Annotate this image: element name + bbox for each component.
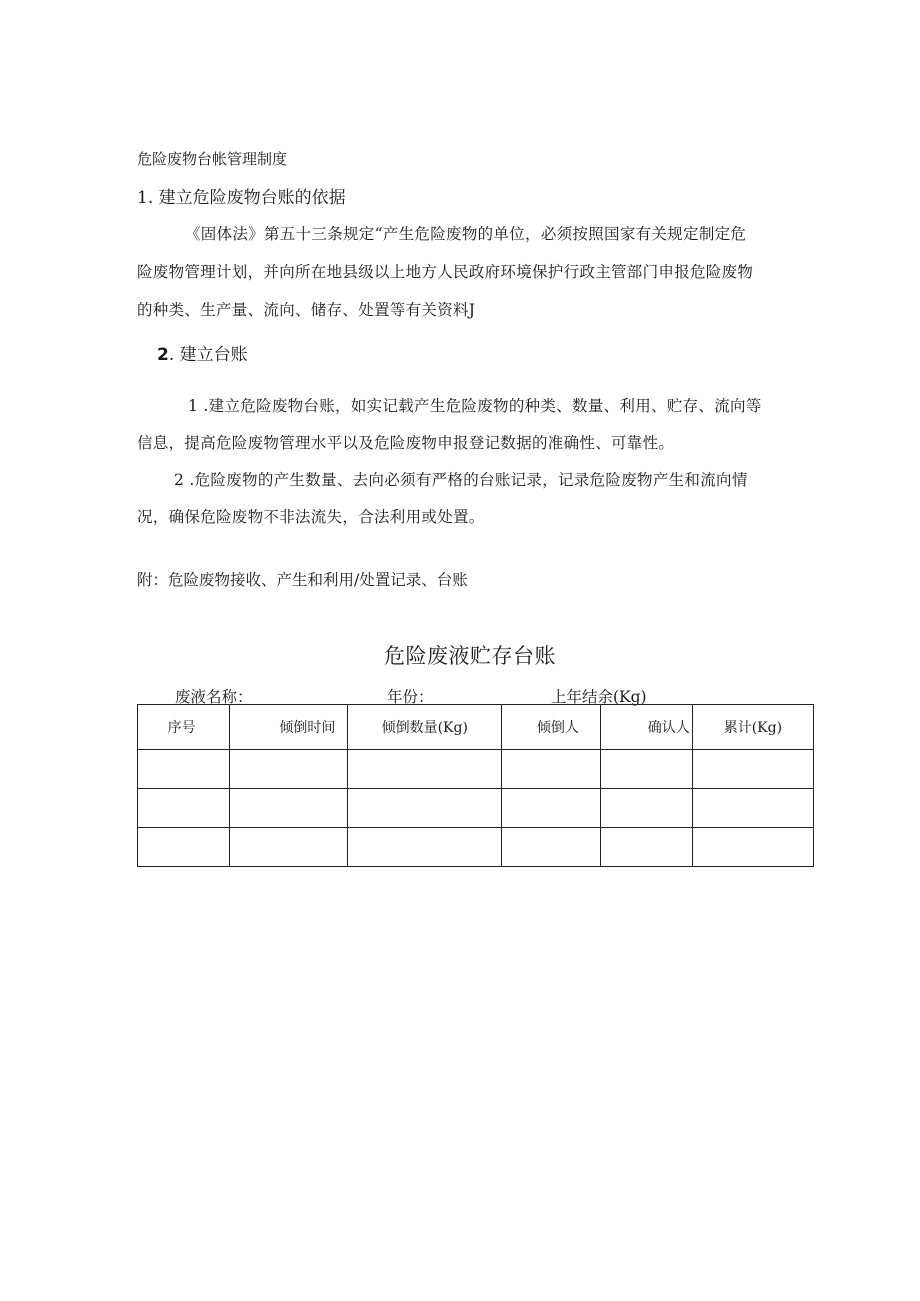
- section2-item1-line: 1 .建立危险废物台账，如实记载产生危险废物的种类、数量、利用、贮存、流向等: [188, 397, 762, 415]
- table-cell[interactable]: [502, 789, 600, 828]
- table-cell[interactable]: [692, 789, 813, 828]
- section1-line: 险废物管理计划，并向所在地县级以上地方人民政府环境保护行政主管部门申报危险废物: [137, 263, 754, 281]
- section2-item1-line: 信息，提高危险废物管理水平以及危险废物申报登记数据的准确性、可靠性。: [137, 434, 675, 452]
- section2-item2-line: 2 .危险废物的产生数量、去向必须有严格的台账记录，记录危险废物产生和流向情: [174, 471, 748, 489]
- column-header-dump-quantity: 倾倒数量(Kg): [348, 705, 502, 750]
- table-cell[interactable]: [600, 789, 692, 828]
- column-header-cumulative: 累计(Kg): [692, 705, 813, 750]
- table-cell[interactable]: [502, 828, 600, 867]
- table-cell[interactable]: [600, 750, 692, 789]
- ledger-table: [137, 704, 814, 867]
- ledger-header-row: [138, 705, 814, 750]
- ledger-title: 危险废液贮存台账: [384, 644, 556, 668]
- table-cell[interactable]: [230, 789, 348, 828]
- table-cell[interactable]: [138, 828, 230, 867]
- column-header-dumper: 倾倒人: [502, 705, 600, 750]
- table-cell[interactable]: [502, 750, 600, 789]
- table-cell[interactable]: [348, 789, 502, 828]
- table-cell[interactable]: [692, 750, 813, 789]
- section2-heading-text: . 建立台账: [168, 345, 248, 365]
- section1-heading: 1. 建立危险废物台账的依据: [137, 188, 346, 208]
- column-header-serial: 序号: [138, 705, 230, 750]
- table-cell[interactable]: [692, 828, 813, 867]
- section2-heading: [157, 340, 248, 365]
- table-cell[interactable]: [348, 750, 502, 789]
- column-header-dump-time: 倾倒时间: [230, 705, 348, 750]
- year-label: 年份：: [387, 688, 434, 706]
- document-title: 危险废物台帐管理制度: [137, 150, 288, 168]
- table-cell[interactable]: [138, 789, 230, 828]
- section1-line: 的种类、生产量、流向、储存、处置等有关资料J: [137, 301, 476, 319]
- table-cell[interactable]: [348, 828, 502, 867]
- table-row: [138, 828, 814, 867]
- section1-line: 《固体法》第五十三条规定“产生危险废物的单位，必须按照国家有关规定制定危: [185, 225, 747, 243]
- section2-item2-line: 况，确保危险废物不非法流失，合法利用或处置。: [137, 508, 485, 526]
- section2-number: 2: [157, 345, 169, 365]
- table-row: [138, 789, 814, 828]
- table-cell[interactable]: [138, 750, 230, 789]
- liquid-name-label: 废液名称：: [175, 688, 253, 706]
- table-cell[interactable]: [230, 828, 348, 867]
- table-row: [138, 750, 814, 789]
- table-cell[interactable]: [230, 750, 348, 789]
- appendix-note: 附：危险废物接收、产生和利用/处置记录、台账: [137, 571, 468, 589]
- column-header-confirmer: 确认人: [600, 705, 692, 750]
- prior-balance-label: 上年结余(Kg): [551, 688, 647, 706]
- table-cell[interactable]: [600, 828, 692, 867]
